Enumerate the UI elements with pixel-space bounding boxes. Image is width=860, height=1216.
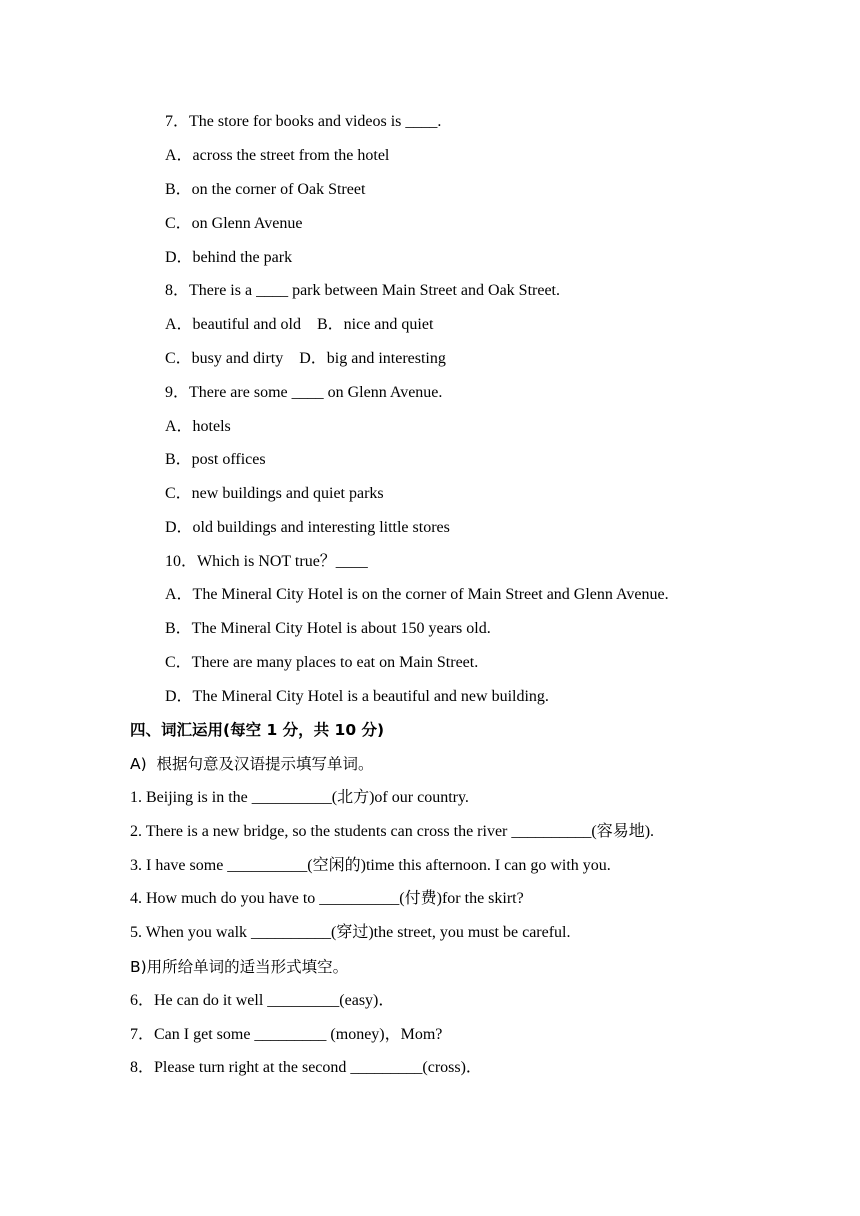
part-a-item-4: 4. How much do you have to __________(付费)for the skirt?	[130, 890, 524, 907]
part-a-item-5: 5. When you walk __________(穿过)the street, you must be careful.	[130, 924, 571, 941]
part-a-item-2: 2. There is a new bridge, so the students can cross the river __________(容易地).	[130, 823, 655, 840]
part-b-item-6: 6．He can do it well _________(easy)．	[130, 992, 395, 1009]
question-10-stem: 10．Which is NOT true？____	[165, 553, 368, 570]
question-9-option-a: A．hotels	[165, 418, 231, 435]
question-7-option-a: A．across the street from the hotel	[165, 147, 390, 164]
question-9-stem: 9．There are some ____ on Glenn Avenue.	[165, 384, 443, 401]
question-9-option-b: B．post offices	[165, 451, 266, 468]
question-8-options-ab: A．beautiful and old B．nice and quiet	[165, 316, 434, 333]
part-a-item-1: 1. Beijing is in the __________(北方)of our country.	[130, 789, 469, 806]
question-7-option-c: C．on Glenn Avenue	[165, 215, 303, 232]
part-a-instruction: A) 根据句意及汉语提示填写单词。	[130, 755, 374, 773]
question-10-option-d: D．The Mineral City Hotel is a beautiful and new building.	[165, 688, 549, 705]
question-10-option-a: A．The Mineral City Hotel is on the corner of Main Street and Glenn Avenue.	[165, 586, 669, 603]
question-10-option-b: B．The Mineral City Hotel is about 150 years old.	[165, 620, 491, 637]
part-b-instruction: B)用所给单词的适当形式填空。	[130, 958, 349, 976]
question-9-option-c: C．new buildings and quiet parks	[165, 485, 384, 502]
question-10-option-c: C．There are many places to eat on Main Street.	[165, 654, 479, 671]
question-9-option-d: D．old buildings and interesting little stores	[165, 519, 450, 536]
part-b-item-8: 8．Please turn right at the second _________(cross)．	[130, 1059, 482, 1076]
question-7-option-b: B．on the corner of Oak Street	[165, 181, 366, 198]
part-b-item-7: 7．Can I get some _________ (money)，Mom?	[130, 1026, 443, 1043]
question-7-option-d: D．behind the park	[165, 249, 293, 266]
question-8-options-cd: C．busy and dirty D．big and interesting	[165, 350, 446, 367]
question-7-stem: 7．The store for books and videos is ____.	[165, 113, 442, 130]
section-4-title: 四、词汇运用(每空 1 分，共 10 分)	[130, 721, 385, 739]
question-8-stem: 8．There is a ____ park between Main Street and Oak Street.	[165, 282, 560, 299]
part-a-item-3: 3. I have some __________(空闲的)time this afternoon. I can go with you.	[130, 857, 611, 874]
